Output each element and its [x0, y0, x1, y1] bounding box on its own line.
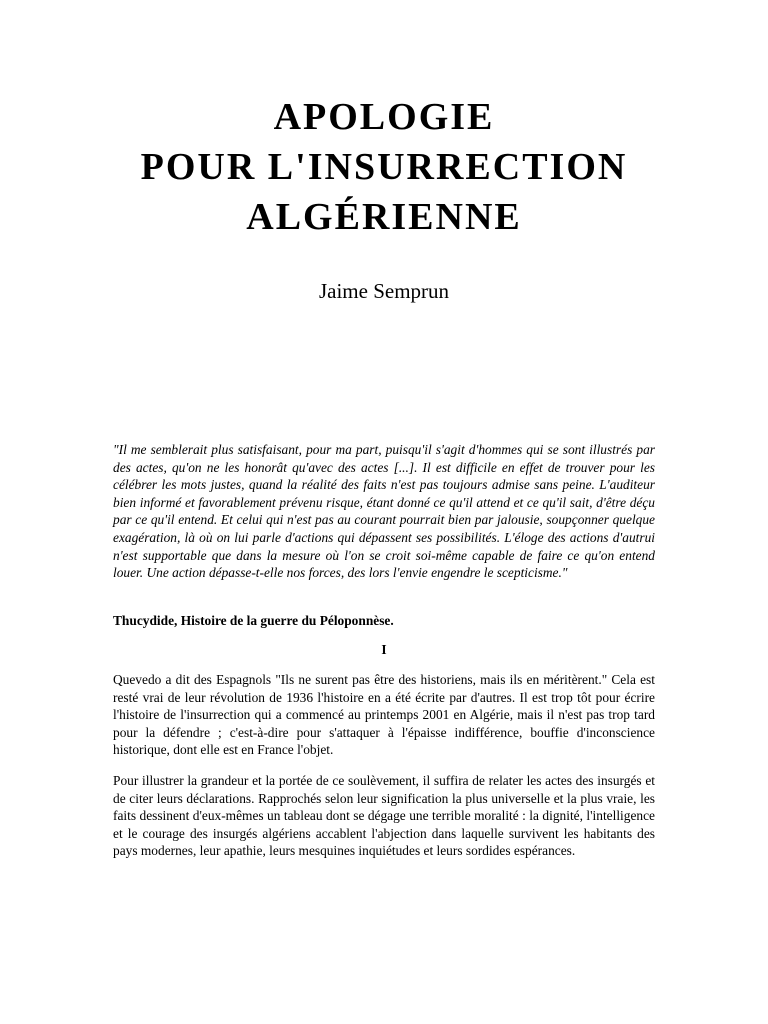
section-number: I — [381, 642, 387, 657]
title-line-3: ALGÉRIENNE — [246, 196, 522, 238]
body-paragraph-1: Quevedo a dit des Espagnols "Ils ne surent pas être des historiens, mais ils en méritèrent." Cela est resté vrai de leur révolution de 1936 l'histoire en a été écrite par d'autres. Il est trop tôt pour écrire l'histoire de l'insurrection qui a commencé au printemps 2001 en Algérie, mais il n'est pas trop tard pour la défendre ; c'est-à-dire pour s'attaquer à l'épaisse indifférence, bouffie d'inconscience historique, dont elle est en France l'objet. — [113, 672, 655, 758]
body-paragraph-2: Pour illustrer la grandeur et la portée de ce soulèvement, il suffira de relater les actes des insurgés et de citer leurs déclarations. Rapprochés selon leur signification la plus universelle et la plus vraie, les faits dessinent d'eux-mêmes un tableau dont se dégage une terrible moralité : la dignité, l'intelligence et le courage des insurgés algériens accablent l'abjection dans laquelle survivent les habitants des pays modernes, leur apathie, leurs mesquines inquiétudes et leurs sordides espérances. — [113, 773, 655, 859]
author-name: Jaime Semprun — [318, 279, 450, 303]
document-title — [0, 92, 768, 242]
epigraph-quote: "Il me semblerait plus satisfaisant, pour ma part, puisqu'il s'agit d'hommes qui se sont illustrés par des actes, qu'on ne les honorât qu'avec des actes [...]. Il est difficile en effet de trouver pour les célébrer les mots justes, quand la réalité des faits n'est pas toujours admise sans peine. L'auditeur bien informé et favorablement prévenu risque, étant donné ce qu'il attend et ce qu'il sait, d'être déçu par ce qu'il entend. Et celui qui n'est pas au courant pourrait bien par jalousie, soupçonner quelque exagération, là où on lui parle d'actions qui dépassent ses possibilités. L'éloge des actions d'autrui n'est supportable que dans la mesure où l'on se croit soi-même capable de faire ce qu'on entend louer. Une action dépasse-t-elle nos forces, des lors l'envie engendre le scepticisme." — [113, 442, 655, 581]
epigraph-attribution: Thucydide, Histoire de la guerre du Péloponnèse. — [113, 613, 394, 628]
title-line-1: APOLOGIE — [273, 96, 495, 138]
title-line-2: POUR L'INSURRECTION — [140, 146, 628, 188]
